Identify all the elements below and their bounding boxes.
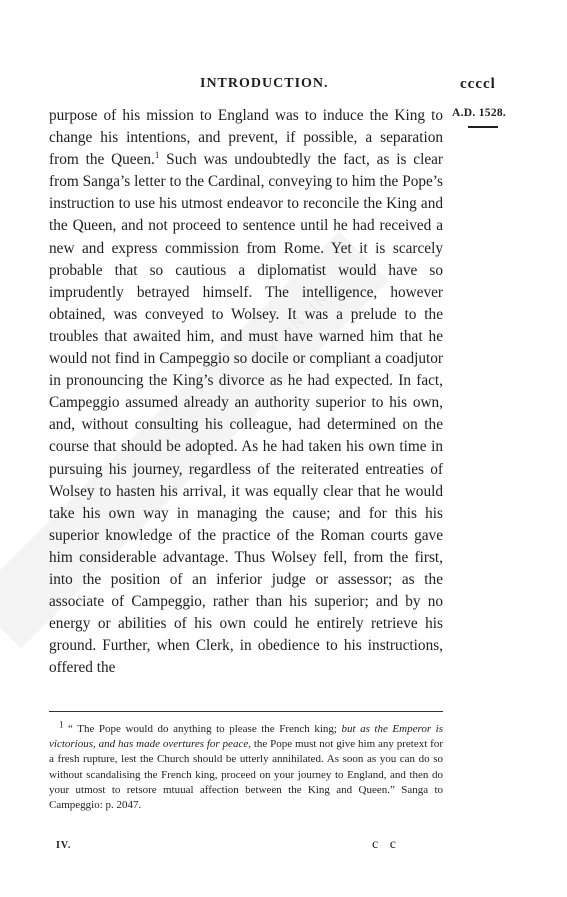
footnote-text-part2: the Pope must not give him any pretext for a fresh rupture, lest the Church should be utterly annihilated. As soon as you can do so without scandalising the French king, proceed on your journey to England, and then do your utmost to retsore mtuual affection between the King and Queen.” Sanga to Campeggio: p. 2047.: [49, 738, 444, 812]
signature-mark: c c: [372, 837, 400, 852]
running-title: INTRODUCTION.: [200, 76, 329, 91]
footnote-text-italic: but as the Emperor is victorious, and has made overtures for peace,: [49, 723, 444, 751]
margin-rule: [468, 126, 498, 128]
volume-signature: IV.: [56, 840, 72, 851]
page-header: [0, 76, 567, 96]
footnote-mark: 1: [59, 719, 64, 730]
watermark-text: RY ONLINE: [253, 278, 342, 367]
footnote-rule: [49, 711, 443, 712]
body-paragraph: [49, 105, 443, 679]
page-number: ccccl: [460, 76, 496, 92]
margin-date: A.D. 1528.: [452, 107, 507, 119]
footnote-text-part1: “ The Pope would do anything to please the French king;: [63, 723, 342, 735]
body-text-after-note: Such was undoubtedly the fact, as is clear from Sanga’s letter to the Cardinal, conveying to him the Pope’s instruction to use his utmost endeavor to reconcile the King and the Queen, and not proceed to sentence until he had received a new and express commission from Rome. Yet it is scarcely probable that so cautious a diplomatist would have so imprudently betrayed himself. The intelligence, however obtained, was conveyed to Wolsey. It was a prelude to the troubles that awaited him, and must have warned him that he would not find in Campeggio so docile or compliant a coadjutor in pronouncing the King’s divorce as he had expected. In fact, Campeggio assumed already an authority superior to his own, and, without consulting his colleague, had determined on the course that should be adopted. As he had taken his own time in pursuing his journey, regardless of the reiterated entreaties of Wolsey to hasten his arrival, it was equally clear that he would take his own way in managing the cause; and for this his superior knowledge of the practice of the Roman courts gave him considerable advantage. Thus Wolsey fell, from the first, into the position of an inferior judge or assessor; as the associate of Campeggio, rather than his superior; and by no energy or abilities of his own could he entirely retrieve his ground. Further, when Clerk, in obedience to his instructions, offered the: [49, 151, 443, 677]
footnote: [49, 719, 444, 813]
body-text-before-note: purpose of his mission to England was to induce the King to change his intentions, and prevent, if possible, a separation from the Queen.: [49, 107, 443, 169]
body-text: [49, 105, 443, 679]
footnotes: [49, 719, 444, 813]
footnote-reference: 1: [154, 150, 160, 161]
